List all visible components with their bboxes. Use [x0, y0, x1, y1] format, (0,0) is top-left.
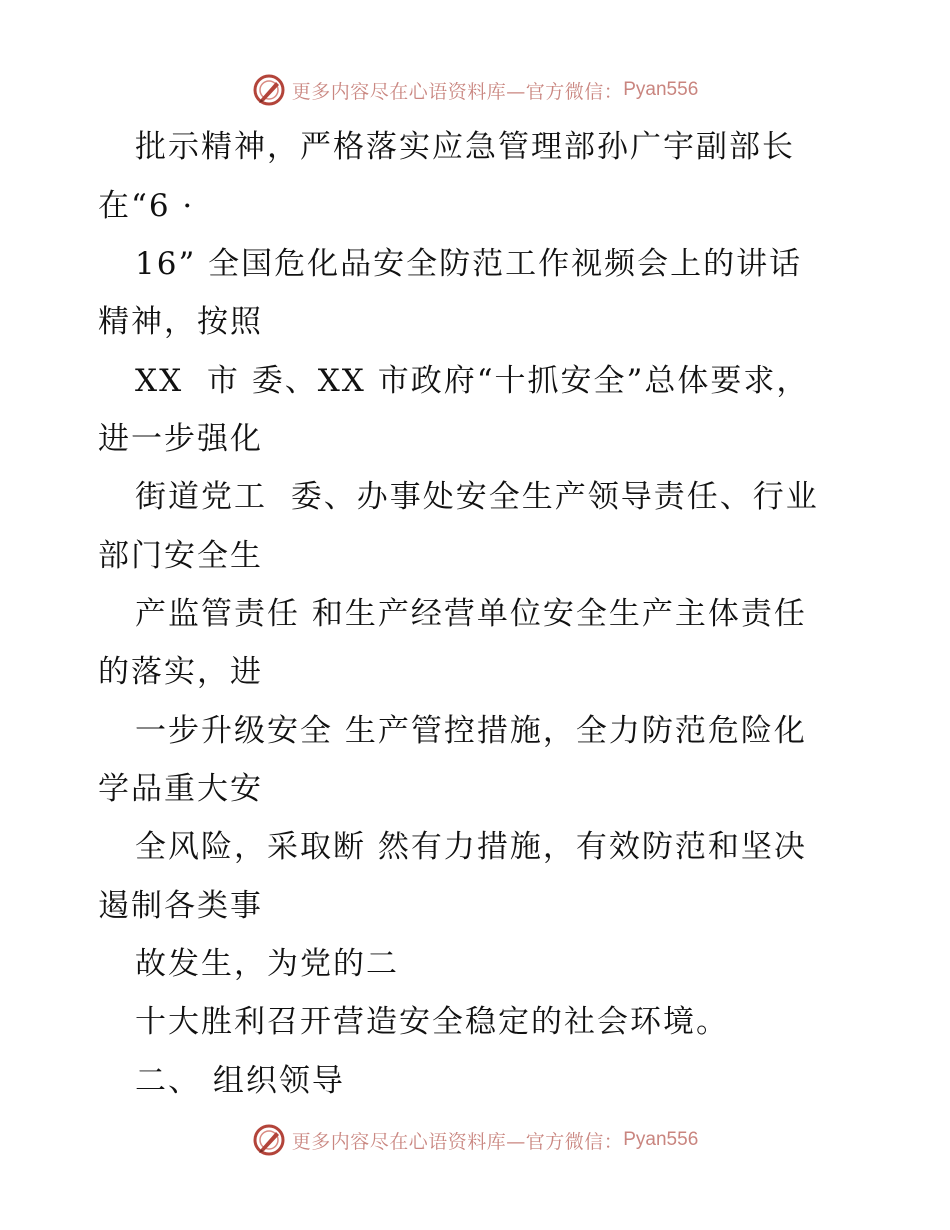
- watermark-wechat-id: Pyan556: [623, 1129, 699, 1150]
- watermark-text: 更多内容尽在心语资料库—官方微信：: [291, 80, 624, 103]
- text-line: 部门安全生: [98, 538, 263, 574]
- text-line: 的落实，进: [98, 654, 263, 690]
- text-line: 精神，按照: [98, 304, 263, 340]
- pen-logo-icon: [252, 1123, 286, 1157]
- text-line: 进一步强化: [98, 421, 263, 457]
- watermark-wechat-id: Pyan556: [623, 79, 699, 100]
- text-line: 一步升级安全 生产管控措施，全力防范危险化: [135, 713, 807, 749]
- text-line: 街道党工 委、办事处安全生产领导责任、行业: [135, 479, 819, 515]
- text-line: 遏制各类事: [98, 888, 263, 924]
- text-line: 学品重大安: [98, 771, 263, 807]
- text-line: 故发生，为党的二: [135, 946, 399, 982]
- section-heading: 二、 组织领导: [135, 1063, 345, 1099]
- text-line: 十大胜利召开营造安全稳定的社会环境。: [135, 1004, 729, 1040]
- text-line: XX 市 委、XX 市政府“十抓安全”总体要求，: [135, 363, 810, 399]
- text-line: 16” 全国危化品安全防范工作视频会上的讲话: [135, 246, 803, 282]
- watermark-text: 更多内容尽在心语资料库—官方微信：: [291, 1130, 624, 1153]
- text-line: 全风险，采取断 然有力措施，有效防范和坚决: [135, 829, 807, 865]
- text-line: 在“6 ·: [98, 188, 195, 224]
- footer-watermark: [0, 1120, 950, 1160]
- text-line: 批示精神，严格落实应急管理部孙广宇副部长: [135, 129, 795, 165]
- text-line: 产监管责任 和生产经营单位安全生产主体责任: [135, 596, 807, 632]
